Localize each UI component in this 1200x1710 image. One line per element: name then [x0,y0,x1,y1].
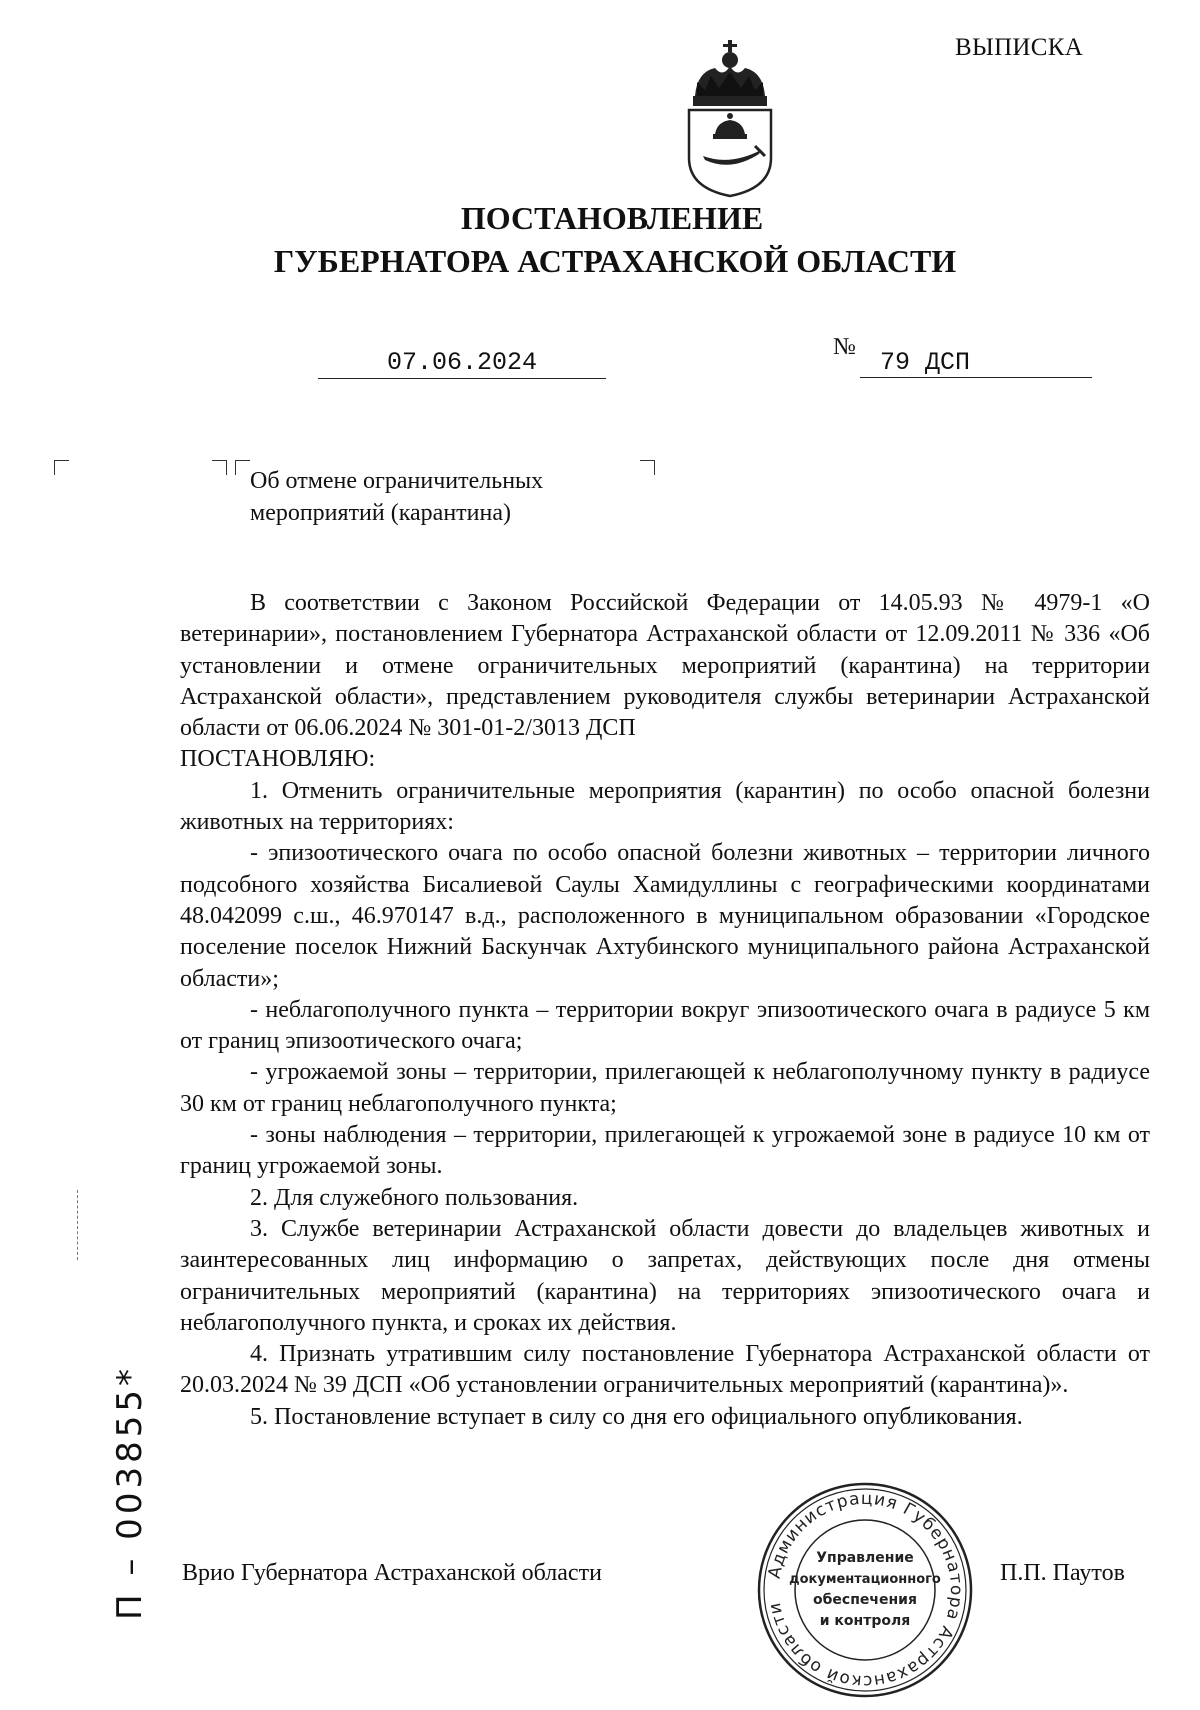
clause-3: 3. Службе ветеринарии Астраханской области довести до владельцев животных и заинтересованных лиц информацию о запретах, действующих после дня отмены ограничительных мероприятий (карантина) на территориях эпизоотического очага и неблагополучного пункта, и сроках их действия. [180,1215,1150,1336]
document-subject [250,465,543,529]
clause-1a: - эпизоотического очага по особо опасной болезни животных – территории личного подсобного хозяйства Бисалиевой Саулы Хамидуллины с географическими координатами 48.042099 с.ш., 46.970147 в.д., расположенного в муниципальном образовании «Городское поселение поселок Нижний Баскунчак Ахтубинского муниципального района Астраханской области»; [180,840,1150,992]
clause-4: 4. Признать утратившим силу постановление Губернатора Астраханской области от 20.03.2024 № 39 ДСП «Об установлении ограничительных мероприятий (карантина)». [180,1341,1150,1399]
astrakhan-coat-of-arms-icon [675,38,785,198]
decree-word: ПОСТАНОВЛЯЮ: [180,746,376,773]
clause-1b: - неблагополучного пункта – территории вокруг эпизоотического очага в радиусе 5 км от границ эпизоотического очага; [180,996,1150,1055]
document-date: 07.06.2024 [318,348,606,379]
official-stamp [755,1480,975,1700]
clause-2: 2. Для служебного пользования. [250,1184,579,1211]
number-sign: № [833,334,856,360]
corner-mark [54,460,69,475]
document-body [180,588,1150,1433]
stamp-center-text: документационного [789,1572,941,1587]
signer-name: П.П. Паутов [1000,1560,1125,1586]
stamp-center-text: и контроля [819,1613,911,1629]
clause-1c: - угрожаемой зоны – территории, прилегающей к неблагополучному пункту в радиусе 30 км от границ неблагополучного пункта; [180,1059,1150,1117]
signer-position: Врио Губернатора Астраханской области [182,1560,602,1586]
corner-mark [640,460,655,475]
stamp-center-text: обеспечения [813,1592,917,1608]
extract-label: ВЫПИСКА [955,34,1084,61]
subject-line: Об отмене ограничительных [250,468,544,494]
document-title: ПОСТАНОВЛЕНИЕ [460,200,764,236]
document-number: 79 ДСП [860,348,1092,378]
subject-line: мероприятий (карантина) [250,500,511,526]
clause-1: 1. Отменить ограничительные мероприятия (карантин) по особо опасной болезни животных на территориях: [180,777,1150,836]
margin-mark [77,1190,80,1260]
registration-code: П – 003855* [110,1365,150,1620]
stamp-ring-text: Администрация Губернатора Астраханской области [764,1488,967,1692]
clause-1d: - зоны наблюдения – территории, прилегающей к угрожаемой зоне в радиусе 10 км от границ угрожаемой зоны. [180,1122,1150,1180]
corner-mark [212,460,227,475]
corner-mark [235,460,250,475]
document-issuer: ГУБЕРНАТОРА АСТРАХАНСКОЙ ОБЛАСТИ [273,243,957,279]
stamp-center-text: Управление [816,1550,914,1566]
clause-5: 5. Постановление вступает в силу со дня его официального опубликования. [250,1403,1023,1430]
preamble-paragraph: В соответствии с Законом Российской Федерации от 14.05.93 № 4979-1 «О ветеринарии», постановлением Губернатора Астраханской области от 12.09.2011 № 336 «Об установлении и отмене ограничительных мероприятий (карантина) на территории Астраханской области», представлением руководителя службы ветеринарии Астраханской области от 06.06.2024 № 301-01-2/3013 ДСП [180,590,1150,742]
